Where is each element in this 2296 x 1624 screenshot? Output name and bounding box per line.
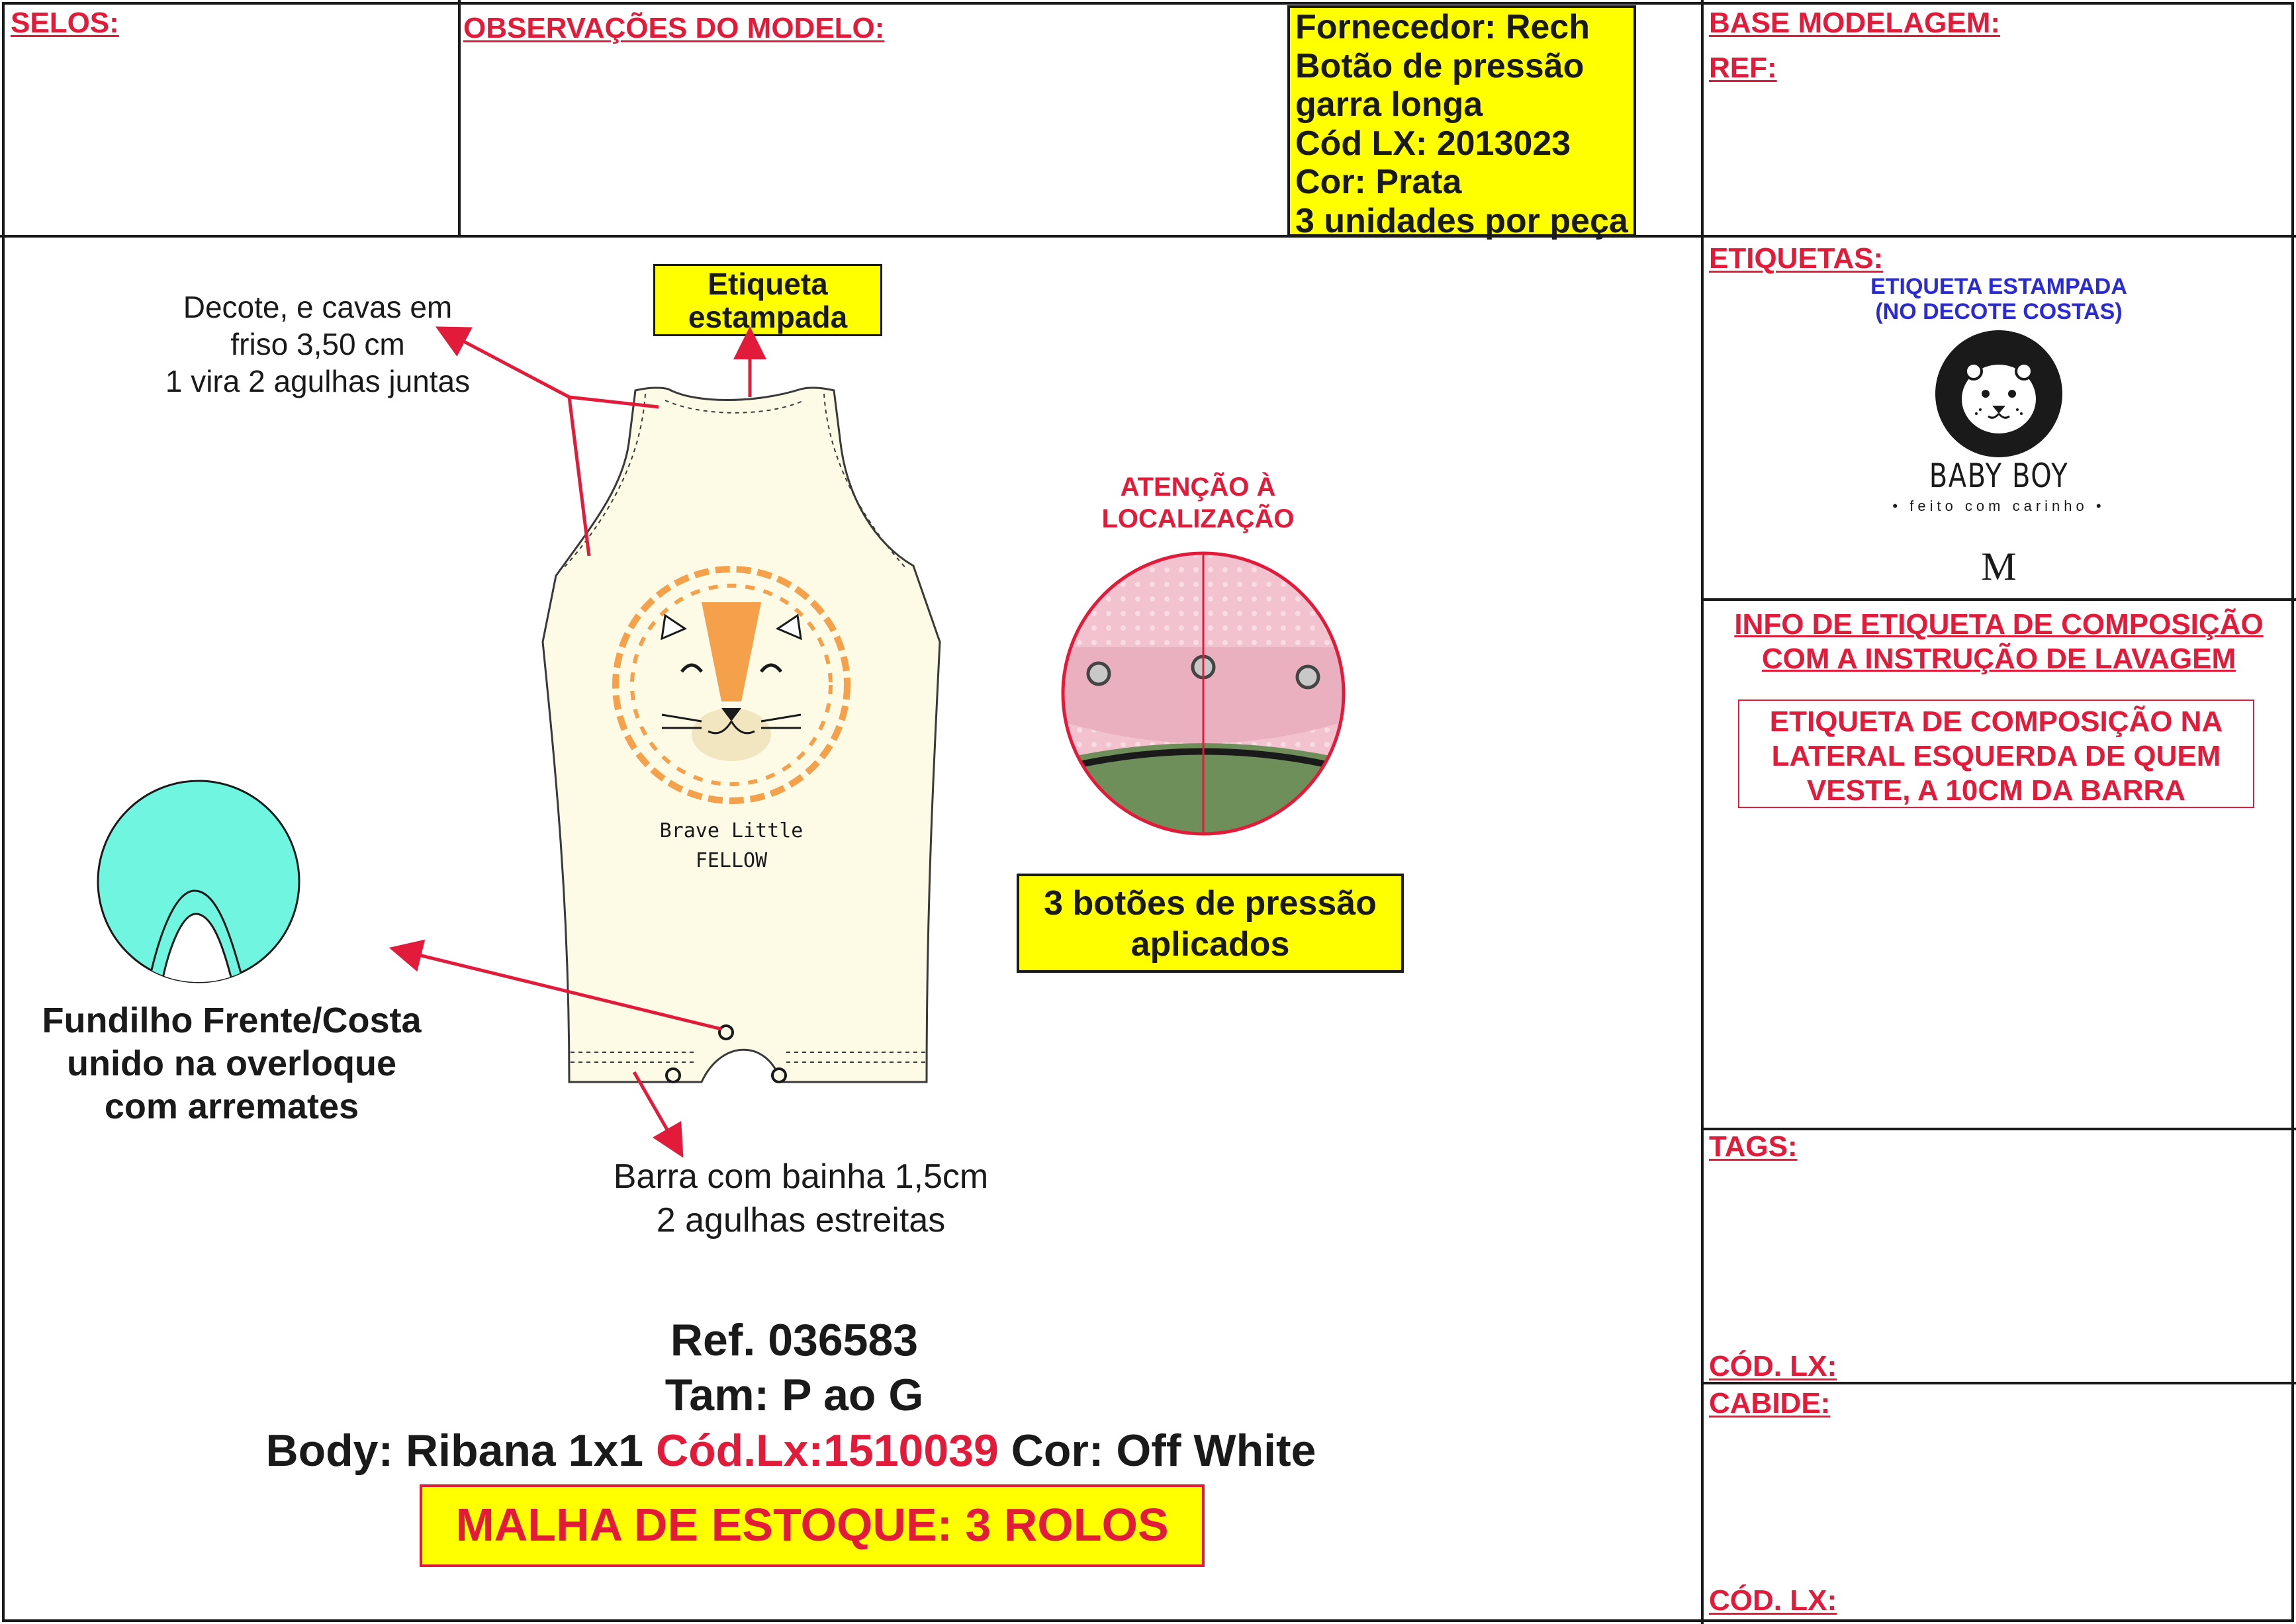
brand-name: BABY BOY [1929,457,2069,495]
fundilho-line: unido na overloque [66,1044,397,1083]
fundilho-line: Fundilho Frente/Costa [42,1001,422,1040]
composicao-line: LATERAL ESQUERDA DE QUEM [1771,740,2221,772]
body-spec-line [132,1424,1449,1477]
cod-lx-cabide-label: CÓD. LX: [1709,1584,1837,1617]
atencao-line: ATENÇÃO À [1120,473,1276,502]
body-cod: Cód.Lx:1510039 [656,1425,999,1476]
lion-logo-icon [1933,328,2065,460]
caption-line: ETIQUETA ESTAMPADA [1870,274,2127,299]
heading-line: COM A INSTRUÇÃO DE LAVAGEM [1761,643,2236,675]
sidebar-divider [1701,0,1704,1624]
note-line: 1 vira 2 agulhas juntas [165,364,471,398]
body-suffix: Cor: Off White [998,1425,1316,1476]
body-prefix: Body: Ribana 1x1 [265,1425,656,1476]
atencao-caption [1033,471,1363,535]
malha-box [420,1484,1205,1567]
composicao-line: VESTE, A 10CM DA BARRA [1806,774,2186,807]
ref-line: Ref. 036583 [670,1315,919,1365]
selos-label: SELOS: [11,7,119,39]
malha-text: MALHA DE ESTOQUE: 3 ROLOS [455,1499,1169,1551]
fornecedor-line: Botão de pressão [1295,46,1584,85]
fornecedor-line: Cor: Prata [1295,163,1462,201]
composicao-box [1738,699,2254,808]
observacoes-label: OBSERVAÇÕES DO MODELO: [463,12,885,44]
snap-detail-photo [1058,548,1349,839]
botoes-line: aplicados [1130,925,1290,964]
fornecedor-line: garra longa [1295,85,1483,124]
cabide-label: CABIDE: [1709,1387,1831,1420]
tam-line: Tam: P ao G [665,1370,924,1420]
garment-print-line-1: Brave Little [659,819,804,842]
botoes-line: 3 botões de pressão [1044,884,1377,923]
etiqueta-estampada-caption [1827,274,2171,324]
etiquetas-label: ETIQUETAS: [1709,242,1884,275]
fornecedor-line: 3 unidades por peça [1295,201,1628,240]
atencao-line: LOCALIZAÇÃO [1101,504,1295,533]
barra-note [549,1155,1052,1242]
sidebar-rule-info [1702,598,2296,601]
heading-line: INFO DE ETIQUETA DE COMPOSIÇÃO [1734,608,2264,641]
caption-line: (NO DECOTE COSTAS) [1875,299,2123,324]
brand-tagline: • feito com carinho • [1892,498,2105,514]
cod-lx-tags-label: CÓD. LX: [1709,1350,1837,1382]
tags-label: TAGS: [1709,1130,1798,1163]
barra-line: Barra com bainha 1,5cm [613,1157,989,1196]
fundilho-line: com arremates [104,1087,359,1126]
info-composicao-heading [1708,608,2290,676]
fundilho-caption [13,999,450,1128]
note-line: friso 3,50 cm [230,327,405,361]
size-label: M [1981,545,2017,588]
botoes-box [1017,874,1404,973]
ref-label: REF: [1709,52,1777,84]
note-line: Decote, e cavas em [183,290,453,324]
fornecedor-line: Cód LX: 2013023 [1295,124,1571,163]
fornecedor-line: Fornecedor: Rech [1295,8,1590,46]
base-modelagem-label: BASE MODELAGEM: [1709,7,2000,39]
fundilho-diagram [95,778,302,985]
barra-line: 2 agulhas estreitas [656,1201,946,1240]
composicao-line: ETIQUETA DE COMPOSIÇÃO NA [1769,705,2223,738]
garment-print-line-2: FELLOW [695,849,768,872]
tag-line: Etiqueta [708,267,828,301]
tag-line: estampada [688,300,848,334]
